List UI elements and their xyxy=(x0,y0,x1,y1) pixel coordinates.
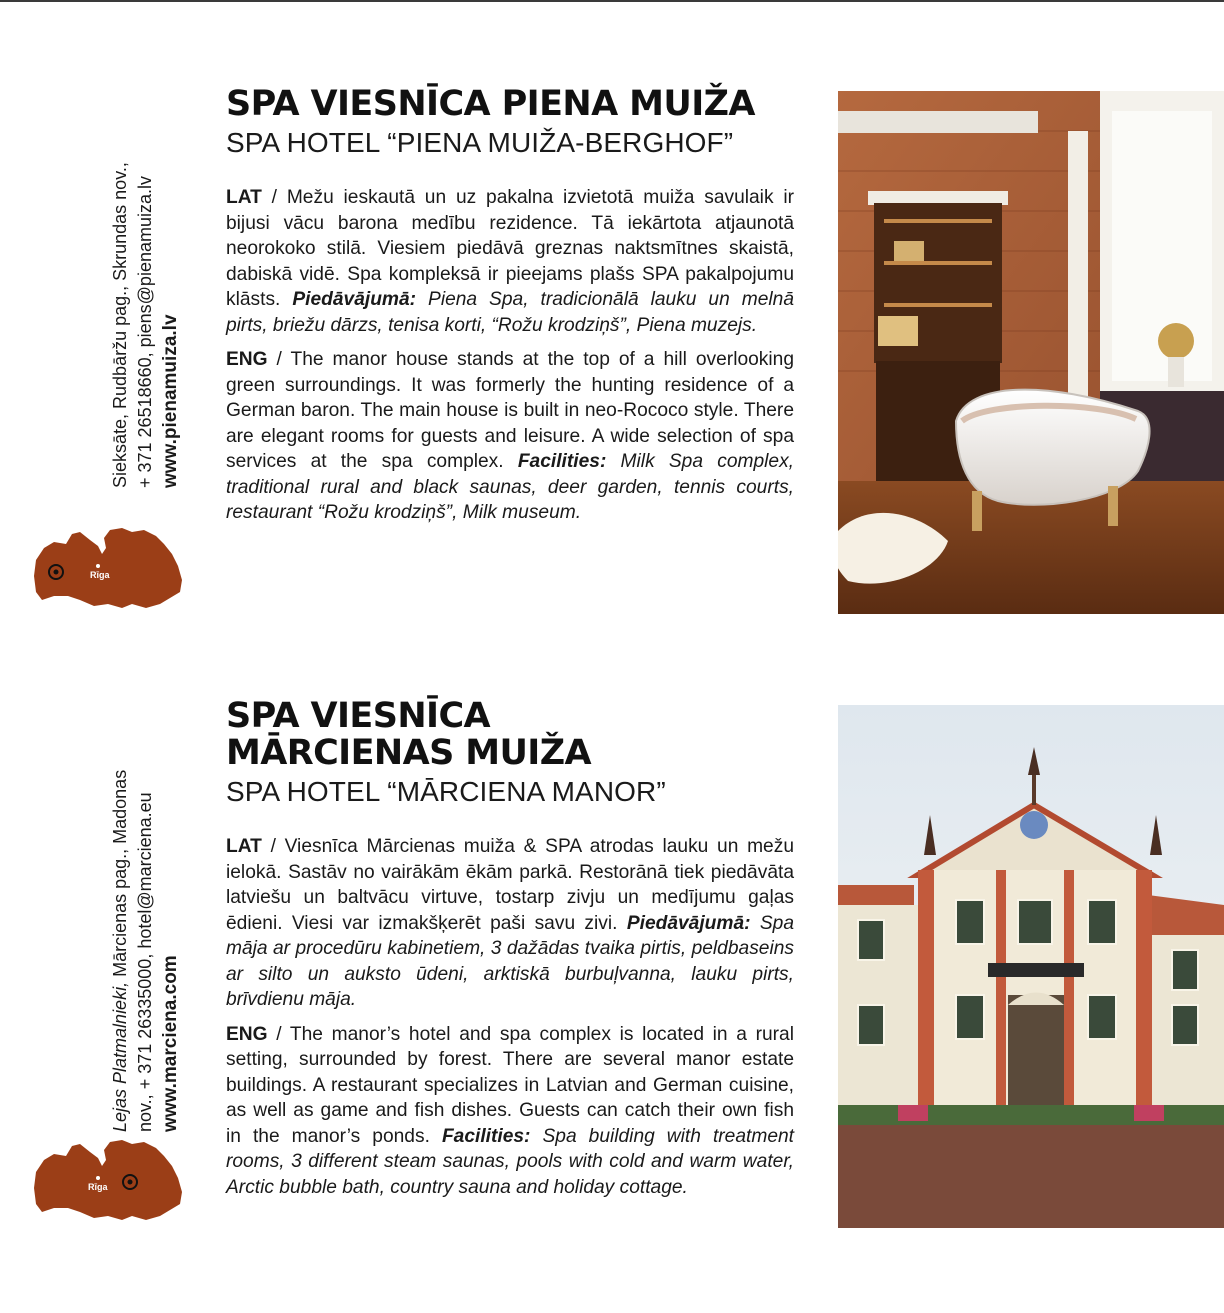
hotel-subtitle: SPA HOTEL “PIENA MUIŽA-BERGHOF” xyxy=(226,127,734,158)
eng-facilities-label: Facilities: xyxy=(517,451,607,472)
lat-facilities: Piena Spa, tradicionālā lauku un melnā pirts, briežu dārzs, tenisa korti, “Rožu krodziņš”, Piena muzejs. xyxy=(226,289,794,336)
paragraph-lat xyxy=(226,834,794,1013)
eng-facilities: Spa building with treatment rooms, 3 different steam saunas, pools with cold and warm water, Arctic bubble bath, country sauna and holiday cottage. xyxy=(226,1125,795,1198)
lat-facilities: Spa māja ar procedūru kabinetiem, 3 dažādas tvaika pirtis, peldbaseins ar silto un auksto ūdeni, arktiskā burbuļvanna, lauku pirts, brīvdienu māja. xyxy=(226,912,794,1010)
paragraph-eng xyxy=(226,1022,794,1201)
contact-column xyxy=(108,702,183,1132)
lat-text: / Viesnīca Mārcienas muiža & SPA atrodas lauku un mežu ielokā. Sastāv no vairākām ēkām parkā. Restorānā tiek piedāvāta latviešu un baltvācu virtuve, tostarp zivju un medījumu gaļas ēdieni. Viesi var izmakšķerēt paši savu zivi. xyxy=(226,836,794,934)
contact-phone-email: + 371 26518660, piens@pienamuiza.lv xyxy=(135,176,155,488)
contact-phone-email: nov., + 371 26335000, hotel@marciena.eu xyxy=(135,792,155,1132)
contact-address: Sieksāte, Rudbāržu pag., Skrundas nov., xyxy=(110,162,130,488)
eng-text: / The manor’s hotel and spa complex is located in a rural setting, surrounded by forest. There are several manor estate buildings. A restaurant specializes in Latvian and German cuisine, as well as game and fish dishes. Guests can catch their own fish in the manor’s ponds. xyxy=(226,1023,794,1147)
map-label: Rīga xyxy=(90,570,110,580)
hotel-photo-manor-facade xyxy=(838,705,1224,1228)
hotel-listing-marciena-manor xyxy=(0,650,1224,1313)
lang-code-lat: LAT xyxy=(226,187,262,208)
website-link[interactable]: www.pienamuiza.lv xyxy=(160,314,181,488)
lang-code-lat: LAT xyxy=(226,836,262,857)
lat-text: / Mežu ieskautā un uz pakalna izvietotā muiža savulaik ir bijusi vācu barona medību rezidence. Tā iekārtota atjaunotā neorokoko stilā. Viesiem piedāvā greznas naktsmītnes skaistā, dabiskā vidē. Spa kompleksā ir pieejams plašs SPA pakalpojumu klāsts. xyxy=(226,187,794,310)
map-label: Rīga xyxy=(88,1182,108,1192)
lang-code-eng: ENG xyxy=(226,349,268,370)
eng-text: / The manor house stands at the top of a hill overlooking green surroundings. It was formerly the hunting residence of a German baron. The main house is built in neo-Rococo style. There are elegant rooms for guests and leisure. A wide selection of spa services at the spa complex. xyxy=(226,349,794,472)
hotel-photo-bathroom xyxy=(838,91,1224,614)
hotel-listing-piena-muiza xyxy=(0,0,1224,650)
hotel-subtitle: SPA HOTEL “MĀRCIENA MANOR” xyxy=(226,776,666,807)
hotel-description xyxy=(226,86,794,526)
contact-column xyxy=(108,88,183,488)
hotel-description xyxy=(226,698,794,1200)
latvia-map-icon xyxy=(32,1136,184,1226)
lat-facilities-label: Piedāvājumā: xyxy=(626,912,751,934)
contact-address: Lejas Platmalnieki, Mārcienas pag., Madonas xyxy=(110,769,130,1132)
paragraph-lat xyxy=(226,185,794,338)
lat-facilities-label: Piedāvājumā: xyxy=(292,289,417,310)
hotel-title: SPA VIESNĪCA PIENA MUIŽA xyxy=(226,84,755,124)
latvia-map-icon xyxy=(32,524,184,614)
hotel-title: SPA VIESNĪCA MĀRCIENAS MUIŽA xyxy=(226,696,591,773)
lang-code-eng: ENG xyxy=(226,1023,268,1045)
eng-facilities: Milk Spa complex, traditional rural and black saunas, deer garden, tennis courts, restaurant “Rožu krodziņš”, Milk museum. xyxy=(226,451,795,523)
paragraph-eng xyxy=(226,347,794,526)
eng-facilities-label: Facilities: xyxy=(441,1125,531,1147)
website-link[interactable]: www.marciena.com xyxy=(160,955,181,1132)
